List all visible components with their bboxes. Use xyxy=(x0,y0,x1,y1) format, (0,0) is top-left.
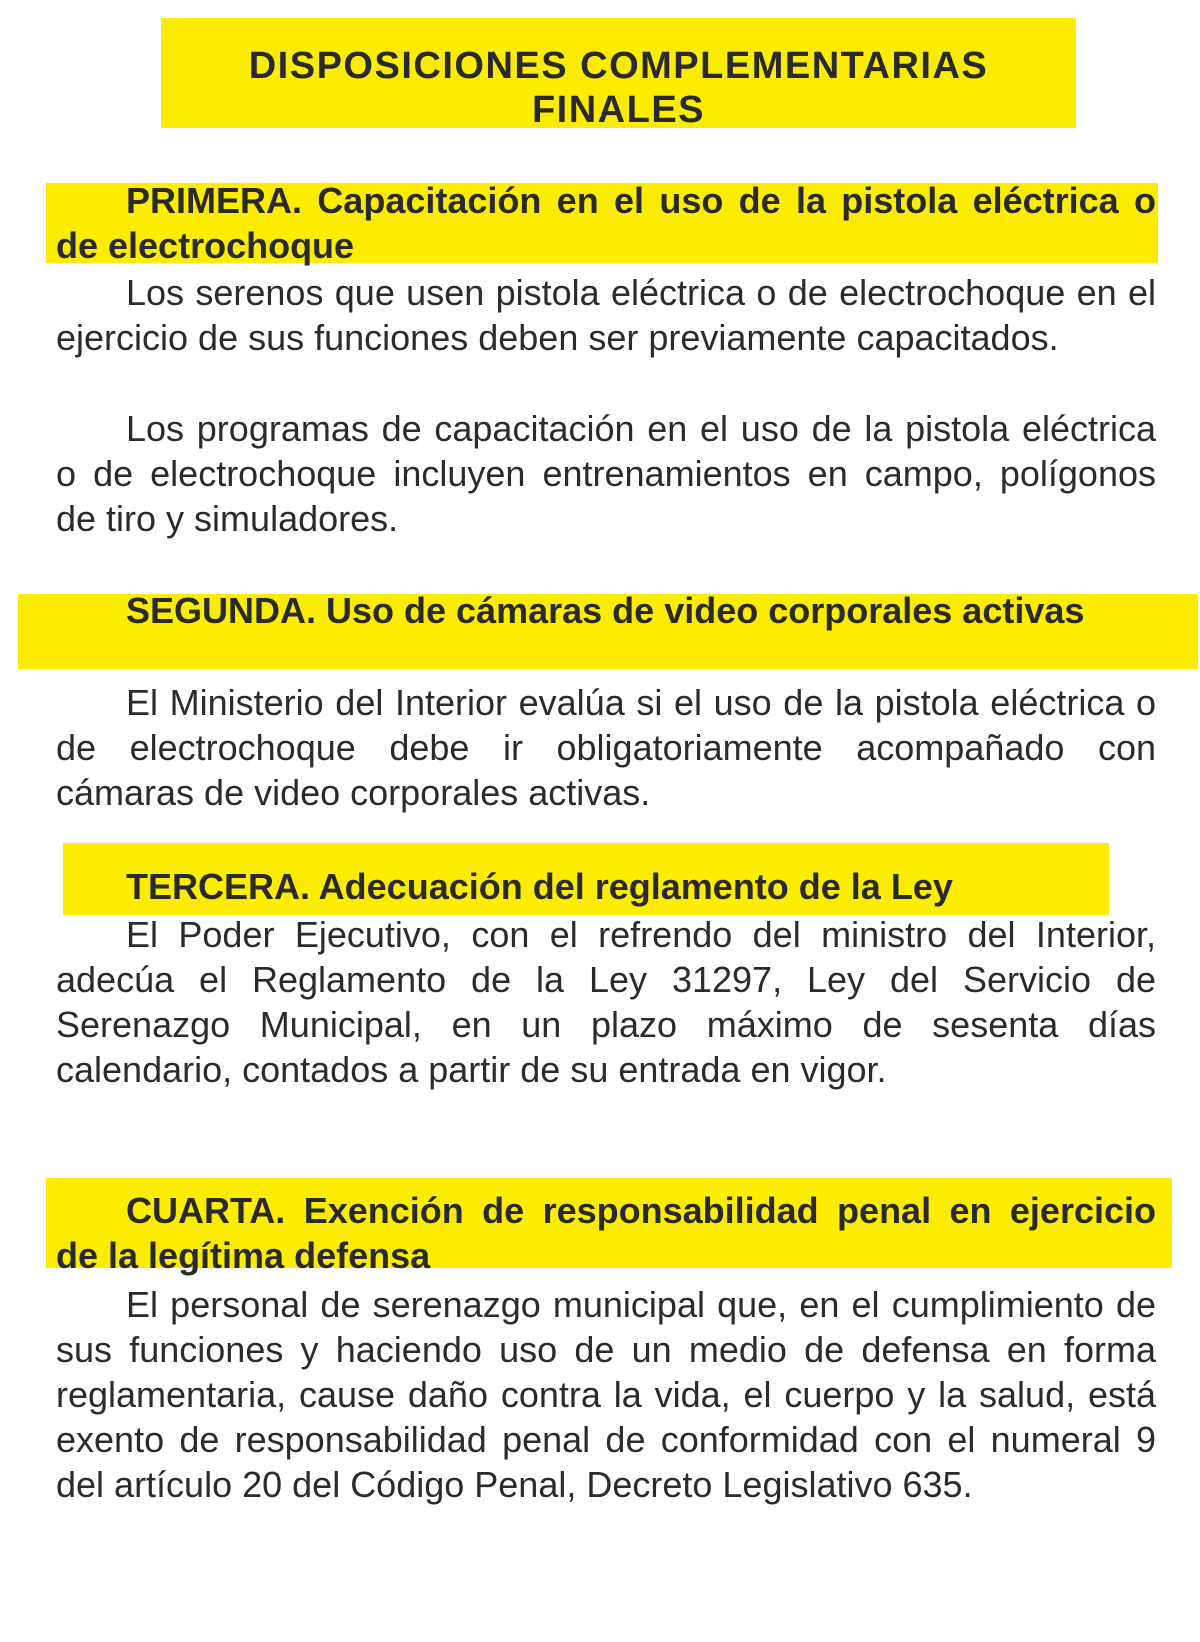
section-paragraph: El Poder Ejecutivo, con el refrendo del ministro del Interior, adecúa el Reglamento de la Ley 31297, Ley del Servicio de Serenazgo Municipal, en un plazo máximo de sesenta días calendario, contados a partir de su entrada en vigor. xyxy=(56,914,1156,1090)
section-paragraph: El Ministerio del Interior evalúa si el uso de la pistola eléctrica o de electrochoque debe ir obligatoriamente acompañado con cámaras de video corporales activas. xyxy=(56,682,1156,813)
section-paragraph: El personal de serenazgo municipal que, en el cumplimiento de sus funciones y haciendo uso de un medio de defensa en forma reglamentaria, cause daño contra la vida, el cuerpo y la salud, está exento de responsabilidad penal de conformidad con el numeral 9 del artículo 20 del Código Penal, Decreto Legislativo 635. xyxy=(56,1284,1156,1505)
section-paragraph: Los serenos que usen pistola eléctrica o de electrochoque en el ejercicio de sus funciones deben ser previamente capacitados. xyxy=(56,272,1156,358)
title-line-2: FINALES xyxy=(531,89,706,131)
section-paragraph: Los programas de capacitación en el uso de la pistola eléctrica o de electrochoque incluyen entrenamientos en campo, polígonos de tiro y simuladores. xyxy=(56,408,1156,539)
section-heading-segunda: SEGUNDA. Uso de cámaras de video corporales activas xyxy=(126,590,1085,631)
section-heading-primera: PRIMERA. Capacitación en el uso de la pistola eléctrica o de electrochoque xyxy=(56,180,1156,266)
section-heading-tercera: TERCERA. Adecuación del reglamento de la Ley xyxy=(126,866,953,907)
document-title xyxy=(161,18,1076,131)
title-line-1: DISPOSICIONES COMPLEMENTARIAS xyxy=(248,45,989,87)
section-heading-cuarta: CUARTA. Exención de responsabilidad penal en ejercicio de la legítima defensa xyxy=(56,1190,1156,1276)
